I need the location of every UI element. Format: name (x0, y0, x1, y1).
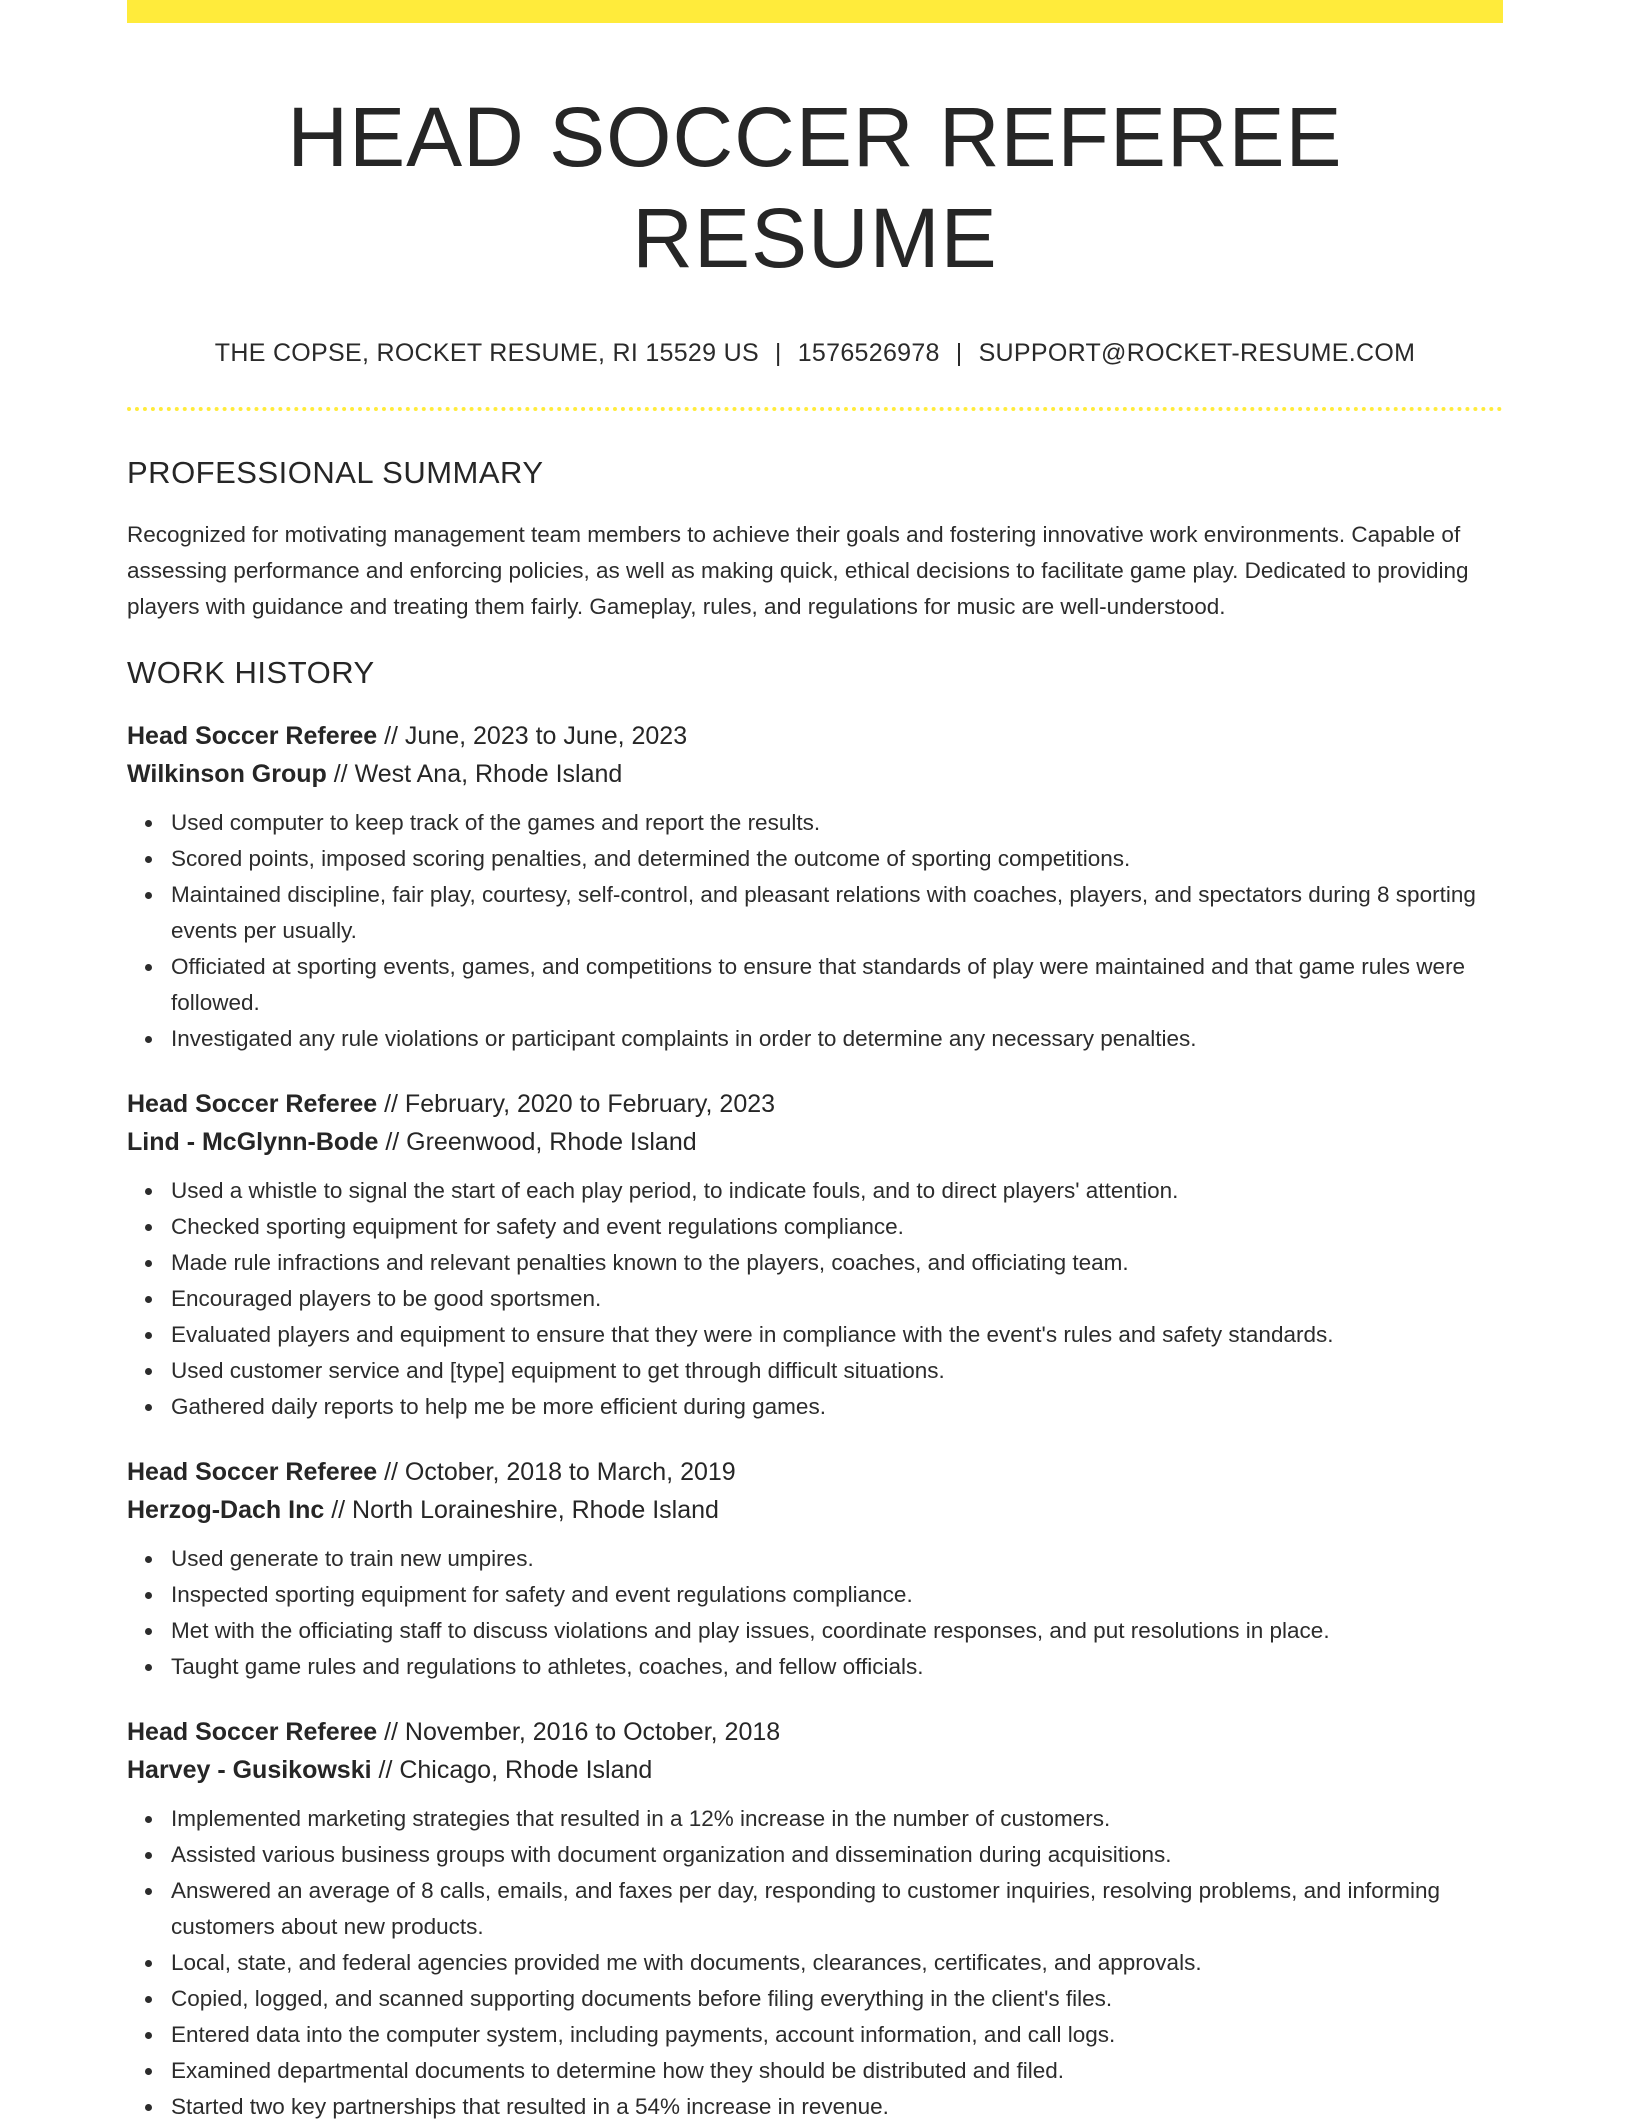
job-entry (127, 1453, 1503, 1685)
summary-heading: PROFESSIONAL SUMMARY (127, 454, 544, 490)
contact-line (127, 339, 1503, 368)
bullet-item: Scored points, imposed scoring penalties, and determined the outcome of sporting competitions. (171, 841, 1503, 877)
bullet-item: Officiated at sporting events, games, and competitions to ensure that standards of play were maintained and that game rules were followed. (171, 949, 1503, 1021)
bullet-item: Local, state, and federal agencies provided me with documents, clearances, certificates, and approvals. (171, 1945, 1503, 1981)
bullet-item: Used customer service and [type] equipment to get through difficult situations. (171, 1353, 1503, 1389)
bullet-item: Used generate to train new umpires. (171, 1541, 1503, 1577)
bullet-item: Checked sporting equipment for safety and event regulations compliance. (171, 1209, 1503, 1245)
job-entry (127, 717, 1503, 1057)
bullet-item: Evaluated players and equipment to ensure that they were in compliance with the event's rules and safety standards. (171, 1317, 1503, 1353)
job-title: Head Soccer Referee (127, 1717, 378, 1746)
summary-text: Recognized for motivating management team members to achieve their goals and fostering innovative work environments. Capable of assessing performance and enforcing policies, as well as making quick, ethical decisions to facilitate game play. Dedicated to providing players with guidance and treating them fairly. Gameplay, rules, and regulations for music are well-understood. (127, 521, 1469, 619)
bullet-item: Used a whistle to signal the start of each play period, to indicate fouls, and to direct players' attention. (171, 1173, 1503, 1209)
bullet-item: Entered data into the computer system, including payments, account information, and call logs. (171, 2017, 1503, 2053)
resume-page (127, 0, 1503, 2125)
job-title: Head Soccer Referee (127, 1457, 378, 1486)
job-dates: // June, 2023 to June, 2023 (377, 721, 688, 750)
job-company: Lind - McGlynn-Bode (127, 1127, 379, 1156)
bullet-item: Encouraged players to be good sportsmen. (171, 1281, 1503, 1317)
job-dates: // February, 2020 to February, 2023 (377, 1089, 776, 1118)
contact-address: THE COPSE, ROCKET RESUME, RI 15529 US (214, 338, 759, 367)
job-location: // North Loraineshire, Rhode Island (324, 1495, 719, 1524)
job-bullets (127, 1173, 1503, 1425)
job-location: // Greenwood, Rhode Island (378, 1127, 697, 1156)
job-company-line (127, 1123, 1503, 1161)
job-company-line (127, 1491, 1503, 1529)
bullet-item: Met with the officiating staff to discuss violations and play issues, coordinate responses, and put resolutions in place. (171, 1613, 1503, 1649)
bullet-item: Started two key partnerships that resulted in a 54% increase in revenue. (171, 2089, 1503, 2125)
job-company-line (127, 1751, 1503, 1789)
bullet-item: Copied, logged, and scanned supporting documents before filing everything in the client's files. (171, 1981, 1503, 2017)
bullet-item: Used computer to keep track of the games and report the results. (171, 805, 1503, 841)
contact-email: SUPPORT@ROCKET-RESUME.COM (978, 338, 1416, 367)
bullet-item: Implemented marketing strategies that resulted in a 12% increase in the number of customers. (171, 1801, 1503, 1837)
bullet-item: Inspected sporting equipment for safety and event regulations compliance. (171, 1577, 1503, 1613)
job-company-line (127, 755, 1503, 793)
job-location: // Chicago, Rhode Island (371, 1755, 653, 1784)
accent-top-bar (127, 0, 1503, 23)
job-title-line (127, 1713, 1503, 1751)
resume-title: HEAD SOCCER REFEREE RESUME (287, 90, 1343, 285)
contact-separator: | (774, 338, 782, 367)
bullet-item: Made rule infractions and relevant penalties known to the players, coaches, and officiating team. (171, 1245, 1503, 1281)
bullet-item: Maintained discipline, fair play, courtesy, self-control, and pleasant relations with coaches, players, and spectators during 8 sporting events per usually. (171, 877, 1503, 949)
dotted-divider (127, 407, 1503, 411)
job-title: Head Soccer Referee (127, 1089, 378, 1118)
contact-separator: | (955, 338, 963, 367)
job-dates: // October, 2018 to March, 2019 (377, 1457, 736, 1486)
job-entry (127, 1085, 1503, 1425)
job-dates: // November, 2016 to October, 2018 (377, 1717, 781, 1746)
job-company: Wilkinson Group (127, 759, 327, 788)
job-bullets (127, 805, 1503, 1057)
job-title-line (127, 1085, 1503, 1123)
job-bullets (127, 1801, 1503, 2125)
job-company: Harvey - Gusikowski (127, 1755, 372, 1784)
bullet-item: Investigated any rule violations or participant complaints in order to determine any necessary penalties. (171, 1021, 1503, 1057)
bullet-item: Assisted various business groups with document organization and dissemination during acquisitions. (171, 1837, 1503, 1873)
bullet-item: Gathered daily reports to help me be more efficient during games. (171, 1389, 1503, 1425)
job-company: Herzog-Dach Inc (127, 1495, 325, 1524)
work-history-heading: WORK HISTORY (127, 654, 375, 690)
bullet-item: Taught game rules and regulations to athletes, coaches, and fellow officials. (171, 1649, 1503, 1685)
job-title: Head Soccer Referee (127, 721, 378, 750)
job-title-line (127, 717, 1503, 755)
job-title-line (127, 1453, 1503, 1491)
bullet-item: Answered an average of 8 calls, emails, and faxes per day, responding to customer inquiries, resolving problems, and informing customers about new products. (171, 1873, 1503, 1945)
job-entry (127, 1713, 1503, 2125)
job-bullets (127, 1541, 1503, 1685)
contact-phone: 1576526978 (797, 338, 940, 367)
job-location: // West Ana, Rhode Island (326, 759, 623, 788)
bullet-item: Examined departmental documents to determine how they should be distributed and filed. (171, 2053, 1503, 2089)
